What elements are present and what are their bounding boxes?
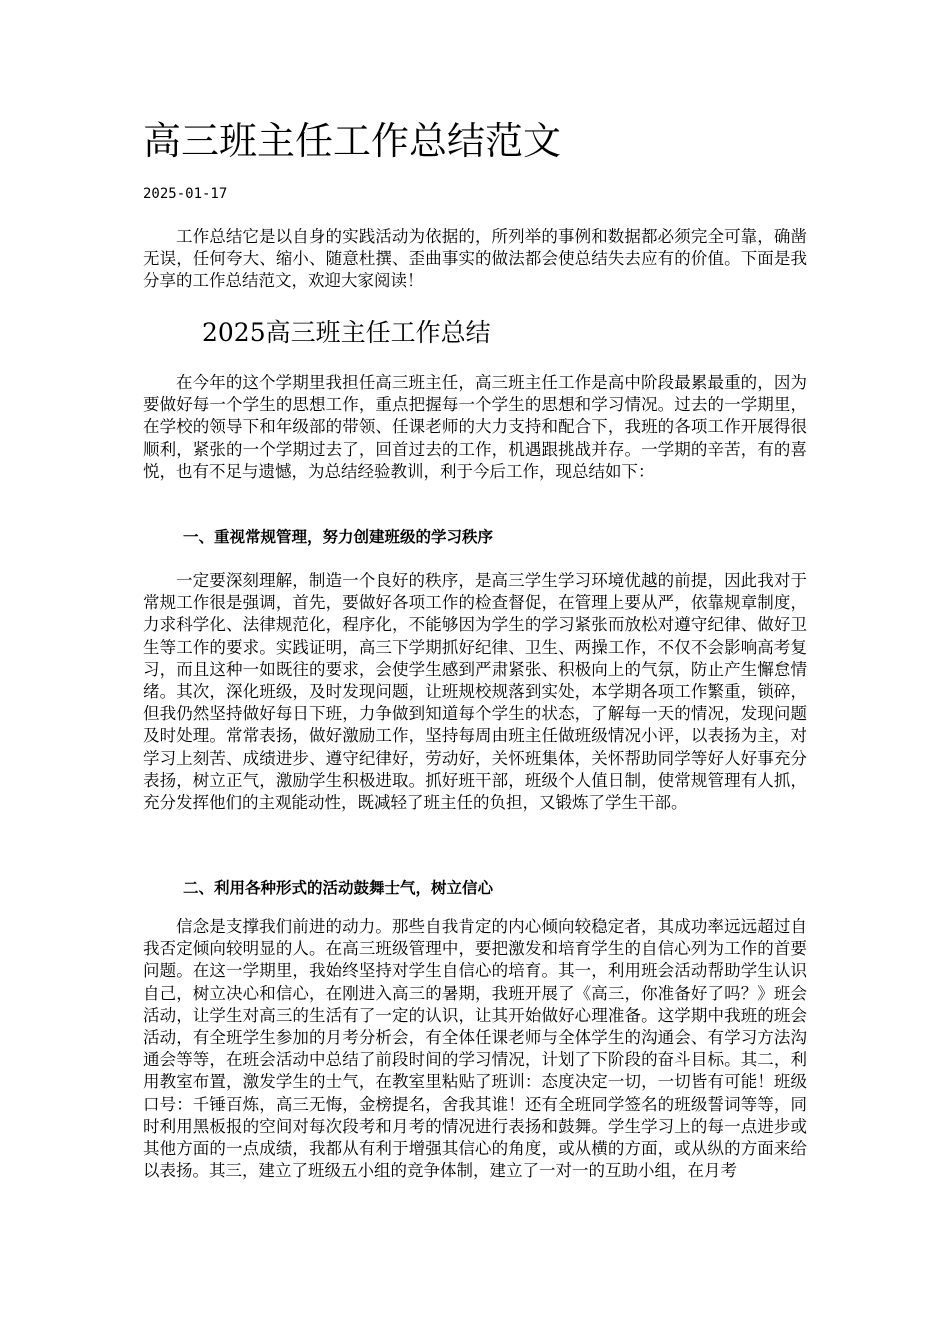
- intro-paragraph: 工作总结它是以自身的实践活动为依据的，所列举的事例和数据都必须完全可靠，确凿无误，任何夸大、缩小、随意杜撰、歪曲事实的做法都会使总结失去应有的价值。下面是我分享的工作总结范文，欢迎大家阅读！: [143, 227, 807, 291]
- publish-date: 2025-01-17: [143, 186, 228, 202]
- section-body-1: 一定要深刻理解，制造一个良好的秩序，是高三学生学习环境优越的前提，因此我对于常规工作很是强调，首先，要做好各项工作的检查督促，在管理上要从严，依靠规章制度，力求科学化、法律规范化，程序化，不能够因为学生的学习紧张而放松对遵守纪律、做好卫生等工作的要求。实践证明，高三下学期抓好纪律、卫生、两操工作，不仅不会影响高考复习，而且这种一如既往的要求，会使学生感到严肃紧张、积极向上的气氛，防止产生懈怠情绪。其次，深化班级，及时发现问题，让班规校规落到实处，本学期各项工作繁重，锁碎，但我仍然坚持做好每日下班，力争做到知道每个学生的状态，了解每一天的情况，发现问题及时处理。常常表扬，做好激励工作，坚持每周由班主任做班级情况小评，以表扬为主，对学习上刻苦、成绩进步、遵守纪律好，劳动好，关怀班集体，关怀帮助同学等好人好事充分表扬，树立正气，激励学生积极进取。抓好班干部，班级个人值日制，使常规管理有人抓，充分发挥他们的主观能动性，既减轻了班主任的负担，又锻炼了学生干部。: [143, 571, 807, 813]
- section-body-2: 信念是支撑我们前进的动力。那些自我肯定的内心倾向较稳定者，其成功率远远超过自我否定倾向较明显的人。在高三班级管理中，要把激发和培育学生的自信心列为工作的首要问题。在这一学期里，我始终坚持对学生自信心的培育。其一，利用班会活动帮助学生认识自己，树立决心和信心，在刚进入高三的暑期，我班开展了《高三，你准备好了吗？》班会活动，让学生对高三的生活有了一定的认识，让其开始做好心理准备。这学期中我班的班会活动，有全班学生参加的月考分析会，有全体任课老师与全体学生的沟通会、有学习方法沟通会等等，在班会活动中总结了前段时间的学习情况，计划了下阶段的奋斗目标。其二，利用教室布置，激发学生的士气，在教室里粘贴了班训：态度决定一切，一切皆有可能！班级口号：千锤百炼，高三无悔，金榜提名，舍我其谁！还有全班同学签名的班级誓词等等，同时利用黑板报的空间对每次段考和月考的情况进行表扬和鼓舞。学生学习上的每一点进步或其他方面的一点成绩，我都从有利于增强其信心的角度，或从横的方面，或从纵的方面来给以表扬。其三，建立了班级五小组的竞争体制，建立了一对一的互助小组，在月考: [143, 917, 807, 1181]
- document-title: 高三班主任工作总结范文: [143, 119, 562, 163]
- section-heading-1: 一、重视常规管理，努力创建班级的学习秩序: [183, 528, 494, 546]
- section-heading-2: 二、利用各种形式的活动鼓舞士气，树立信心: [183, 879, 494, 897]
- opening-paragraph: 在今年的这个学期里我担任高三班主任，高三班主任工作是高中阶段最累最重的，因为要做好每一个学生的思想工作，重点把握每一个学生的思想和学习情况。过去的一学期里，在学校的领导下和年级部的带领、任课老师的大力支持和配合下，我班的各项工作开展得很顺利，紧张的一个学期过去了，回首过去的工作，机遇跟挑战并存。一学期的辛苦，有的喜悦，也有不足与遗憾，为总结经验教训，利于今后工作，现总结如下：: [143, 373, 807, 481]
- article-subtitle: 2025高三班主任工作总结: [202, 318, 491, 347]
